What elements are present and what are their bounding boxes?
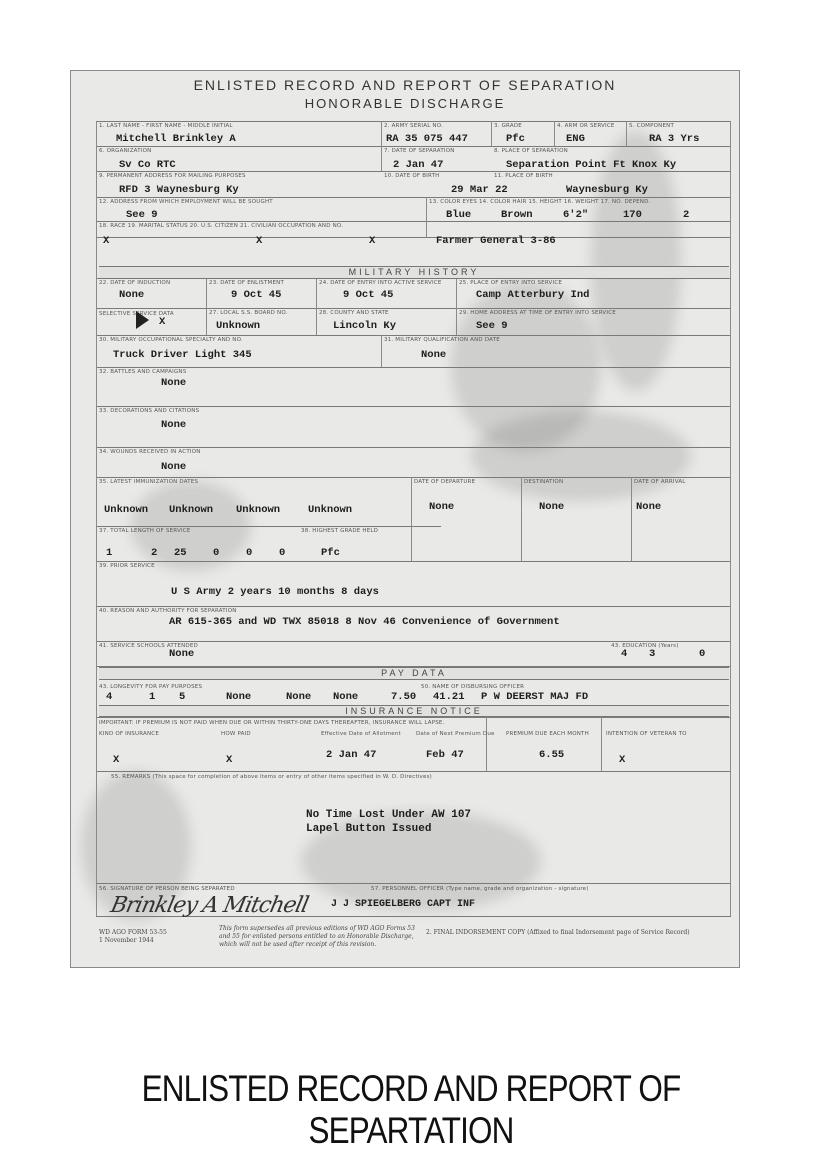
prior-service-value: U S Army 2 years 10 months 8 days [171,586,379,598]
departure-value: None [429,501,455,513]
page-caption: ENLISTED RECORD AND REPORT OF SEPARTATION [141,1068,681,1151]
foreign-months: 0 [246,547,253,559]
selective-mark: X [159,316,166,328]
premium-value: 6.55 [539,749,565,761]
travel-pay-value: 7.50 [391,691,417,703]
local-board-value: Unknown [216,320,261,332]
form-subtitle: HONORABLE DISCHARGE [304,96,506,111]
date-enlistment-value: 9 Oct 45 [231,289,282,301]
continental-years: 1 [106,547,113,559]
continental-days: 25 [174,547,187,559]
soldiers-deposits-value: None [333,691,359,703]
component-value: RA 3 Yrs [649,133,700,145]
disbursing-officer-value: P W DEERST MAJ FD [481,691,589,703]
pay-data-header: PAY DATA [99,667,729,680]
separation-date-value: 2 Jan 47 [393,159,444,171]
soldier-signature: Brinkley A Mitchell [108,893,311,918]
discharge-form: ENLISTED RECORD AND REPORT OF SEPARATION HONORABLE DISCHARGE 1. LAST NAME - FIRST NAME - MIDDLE INITIAL 2. ARMY SERIAL NO. 3. GRADE 4. ARM OR SERVICE 5. COMPONENT 6. ORGANIZATION 7. DATE OF SEPARATION 8. PLACE OF SEPARATION 9. PERMANENT ADDRESS FOR MAILING PURPOSES 10. DATE OF BIRTH 11. PLACE OF BIRTH 12. ADDRESS FROM WHICH EMPLOYMENT WILL BE SOUGHT 13. COLOR EYES 14. COLOR HAIR 15. HEIGHT 16. WEIGHT 17. NO. DEPEND. 18. RACE 19. MARITAL STATUS 20. U.S. CITIZEN 21. CIVILIAN OCCUPATION AND NO. 22. DATE OF INDUCTION 23. DATE OF ENLISTMENT 24. DATE OF ENTRY INTO ACTIVE SERVICE 25. PLACE OF ENTRY INTO SERVICE SELECTIVE SERVICE DATA 27. LOCAL S.S. BOARD NO. 28. COUNTY AND STATE 29. HOME ADDRESS AT TIME OF ENTRY INTO SERVICE 30. MILITARY OCCUPATIONAL SPECIALTY AND NO. 31. MILITARY QUALIFICATION AND DATE 32. BATTLES AND CAMPAIGNS 33. DECORATIONS AND CITATIONS 34. WOUNDS RECEIVED IN ACTION 35. LATEST IMMUNIZATION DATES DATE OF DEPARTURE DESTINATION DATE OF ARRIVAL 37. TOTAL LENGTH OF SERVICE 38. HIGHEST GRADE HELD 39. PRIOR SERVICE 40. REASON AND AUTHORITY FOR SEPARATION 41. SERVICE SCHOOLS ATTENDED 43. EDUCATION (Years) 43. LONGEVITY FOR PAY PURPOSES 50. NAME OF DISBURSING OFFICER IMPORTANT: IF PREMIUM IS NOT PAID WHEN DUE OR WITHIN THIRTY-ONE DAYS THEREAFTER, INSURANCE WILL LAPSE. KIND OF INSURANCE HOW PAID Effective Date of Allotment Date of Next Premium Due PREMIUM DUE EACH MONTH INTENTION OF VETERAN TO 55. REMARKS (This space for completion of above items or entry of other items specified in W. D. Directives) 56. SIGNATURE OF PERSON BEING SEPARATED 57. PERSONNEL OFFICER (Type name, grade and organization - signature) MILITARY HISTORY PAY DATA INSURANCE NOTICE Mitchell Brinkley A RA 35 075 447 Pfc ENG RA 3 Yrs Sv Co RTC 2 Jan 47 Separation Point Ft Knox Ky RFD 3 Waynesburg Ky 29 Mar 22 Waynesburg Ky See 9 Blue Brown 6'2" 170 2 X X X Farmer General 3-86 None 9 Oct 45 9 Oct 45 Camp Atterbury Ind X Unknown Lincoln Ky See 9 Truck Driver Light 345 None None None None Unknown Unknown Unknown Unknown None None None 1 2 25 0 0 0 Pfc U S Army 2 years 10 months 8 days AR 615-365 and WD TWX 85018 8 Nov 46 Convenience of Government None 4 3 0 4 1 5 None None None 7.50 41.21 P W DEERST MAJ FD X X 2 Jan 47 Feb 47 6.55 X No Time Lost Under AW 107 Lapel Button Issued Brinkley A Mitchell J J SPIEGELBERG CAPT INF WD AGO FORM 53-55 1 November 1944 This form supersedes all previous editions of WD AGO Forms 53 and 55 for enlisted persons entitled to an Honorable Discharge, which will not be used after receipt of this revision. 2. FINAL INDORSEMENT COPY (Affixed to final Indorsement page of Service Record) [70,70,740,968]
separation-place-value: Separation Point Ft Knox Ky [506,159,677,171]
weight-value: 170 [623,209,642,221]
remarks-line-1: No Time Lost Under AW 107 [306,809,472,821]
decorations-value: None [161,419,187,431]
insurance-allot-mark: X [226,754,233,766]
county-state-value: Lincoln Ky [333,320,397,332]
dependents-value: 2 [683,209,690,221]
foreign-years: 0 [213,547,220,559]
education-grammar: 4 [621,648,628,660]
longevity-days: 5 [179,691,186,703]
place-entry-value: Camp Atterbury Ind [476,289,590,301]
copy-note: 2. FINAL INDORSEMENT COPY (Affixed to final Indorsement page of Service Record) [426,929,690,936]
education-high: 3 [649,648,656,660]
address-value: RFD 3 Waynesburg Ky [119,184,239,196]
continue-mark: X [619,754,626,766]
form-title: ENLISTED RECORD AND REPORT OF SEPARATION [193,77,617,93]
citizen-mark: X [369,235,376,247]
foreign-days: 0 [279,547,286,559]
highest-grade-value: Pfc [321,547,340,559]
form-note: This form supersedes all previous editions of WD AGO Forms 53 and 55 for enlisted persons entitled to an Honorable Discharge, which will not be used after receipt of this revision. [219,925,415,948]
birth-place-value: Waynesburg Ky [566,184,648,196]
schools-value: None [169,648,195,660]
longevity-months: 1 [149,691,156,703]
civilian-occupation-value: Farmer General 3-86 [436,235,556,247]
immunization-2: Unknown [169,504,214,516]
next-premium-value: Feb 47 [426,749,464,761]
home-address-value: See 9 [476,320,508,332]
effective-date-value: 2 Jan 47 [326,749,377,761]
date-entry-value: 9 Oct 45 [343,289,394,301]
qualification-value: None [421,349,447,361]
this-payment-value: None [286,691,312,703]
immunization-4: Unknown [308,504,353,516]
continental-months: 2 [151,547,158,559]
race-mark: X [103,235,110,247]
birth-date-value: 29 Mar 22 [451,184,508,196]
immunization-3: Unknown [236,504,281,516]
military-history-header: MILITARY HISTORY [99,266,729,279]
education-college: 0 [699,648,706,660]
arm-value: ENG [566,133,585,145]
battles-value: None [161,377,187,389]
longevity-years: 4 [106,691,113,703]
marital-mark: X [256,235,263,247]
organization-value: Sv Co RTC [119,159,176,171]
employment-address-value: See 9 [126,209,158,221]
grade-value: Pfc [506,133,525,145]
eyes-value: Blue [446,209,472,221]
mos-value: Truck Driver Light 345 [113,349,252,361]
total-amount-value: 41.21 [433,691,465,703]
hair-value: Brown [501,209,533,221]
destination-value: None [539,501,565,513]
selective-service-arrow-icon [136,311,149,329]
height-value: 6'2" [563,209,589,221]
mustering-total-value: None [226,691,252,703]
wounds-value: None [161,461,187,473]
arrival-value: None [636,501,662,513]
name-value: Mitchell Brinkley A [116,133,236,145]
officer-name-value: J J SPIEGELBERG CAPT INF [331,899,476,910]
date-induction-value: None [119,289,145,301]
reason-authority-value: AR 615-365 and WD TWX 85018 8 Nov 46 Convenience of Government [169,616,560,628]
insurance-header: INSURANCE NOTICE [99,705,729,717]
immunization-1: Unknown [104,504,149,516]
serial-value: RA 35 075 447 [386,133,468,145]
remarks-line-2: Lapel Button Issued [306,823,432,835]
form-id: WD AGO FORM 53-55 1 November 1944 [99,929,167,944]
insurance-kind-mark: X [113,754,120,766]
